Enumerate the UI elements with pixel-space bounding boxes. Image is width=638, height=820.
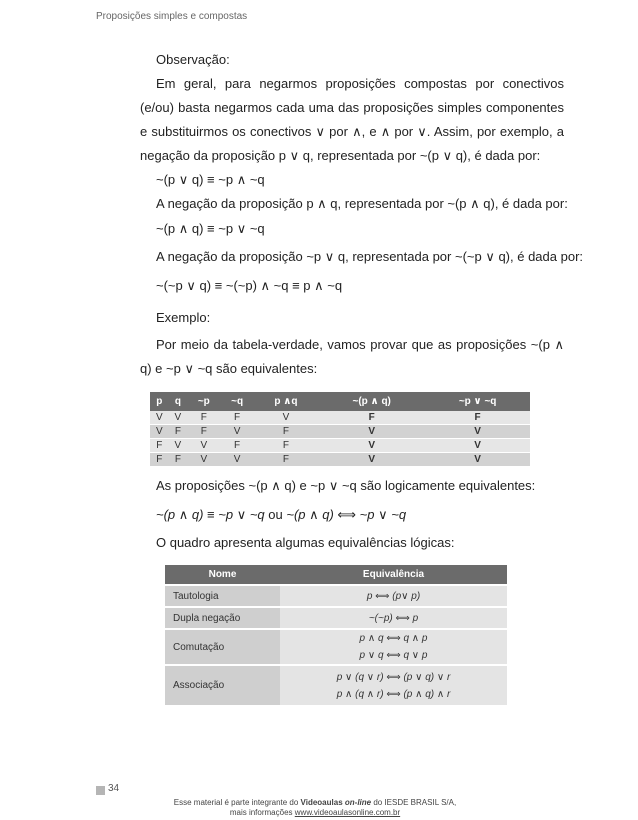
table-row <box>165 585 507 607</box>
table-row <box>150 425 530 439</box>
footer-line-1 <box>150 798 480 808</box>
formula-2: ~(p ∧ q) ≡ ~p ∨ ~q <box>156 221 265 236</box>
formula-line: p ∧ q ⟺ q ∧ p <box>359 633 428 644</box>
paragraph-negation-and: A negação da proposição p ∧ q, representada por ~(p ∧ q), é dada por: <box>156 196 568 211</box>
table-cell: V <box>425 425 530 439</box>
equivalence-formula <box>280 585 507 607</box>
formula-line: p ∧ (q ∧ r) ⟺ (p ∧ q) ∧ r <box>336 688 451 700</box>
table-row <box>165 629 507 665</box>
running-header: Proposições simples e compostas <box>96 11 248 22</box>
formula-4-c: ~(p ∧ q) ⟺ ~p ∨ ~q <box>286 507 407 522</box>
table-cell: F <box>220 411 253 425</box>
truth-table <box>150 392 530 467</box>
formula-3: ~(~p ∨ q) ≡ ~(~p) ∧ ~q ≡ p ∧ ~q <box>156 278 343 293</box>
formula-line: ~(~p) ⟺ p <box>368 612 419 624</box>
table-cell: V <box>187 439 220 453</box>
table-cell: V <box>318 439 425 453</box>
equivalence-formula <box>280 665 507 705</box>
truth-table-header-cell: q <box>169 392 188 411</box>
footer-link[interactable]: www.videoaulasonline.com.br <box>294 808 401 817</box>
table-cell: V <box>187 453 220 467</box>
formula-4 <box>140 503 564 527</box>
table-row <box>165 665 507 705</box>
table-cell: F <box>318 411 425 425</box>
table-cell: F <box>254 439 318 453</box>
table-row <box>150 453 530 467</box>
table-cell: F <box>254 425 318 439</box>
formula-4-a: ~(p ∧ q) ≡ ~p ∨ ~q <box>156 507 265 522</box>
equivalence-name: Tautologia <box>165 585 280 607</box>
table-cell: F <box>425 411 530 425</box>
truth-table-header-cell: p <box>150 392 169 411</box>
table-cell: F <box>187 425 220 439</box>
table-cell: V <box>220 425 253 439</box>
table-cell: V <box>318 425 425 439</box>
table-cell: F <box>169 425 188 439</box>
table-cell: F <box>169 453 188 467</box>
table-cell: V <box>169 439 188 453</box>
equivalence-header-value: Equivalência <box>280 565 507 585</box>
example-heading: Exemplo: <box>156 310 211 325</box>
table-cell: V <box>254 411 318 425</box>
table-cell: V <box>150 411 169 425</box>
truth-table-header-cell: p ∧q <box>254 392 318 411</box>
truth-table-header-cell: ~(p ∧ q) <box>318 392 425 411</box>
paragraph-example: Por meio da tabela-verdade, vamos provar que as proposições ~(p ∧ q) e ~p ∨ ~q são equivalentes: <box>140 337 564 376</box>
table-cell: V <box>220 453 253 467</box>
footer-brand: Videoaulas <box>300 798 343 807</box>
footer <box>150 798 480 818</box>
table-row <box>165 607 507 629</box>
formula-line: p ∨ q ⟺ q ∨ p <box>359 650 428 661</box>
truth-table-header-cell: ~p ∨ ~q <box>425 392 530 411</box>
equivalence-table-header <box>165 565 507 585</box>
paragraph-negation-implication: A negação da proposição ~p ∨ q, representada por ~(~p ∨ q), é dada por: <box>156 249 584 264</box>
truth-table-header-cell: ~q <box>220 392 253 411</box>
footer-line-2 <box>150 808 480 818</box>
footer-line2-text: mais informações <box>229 808 293 817</box>
table-cell: V <box>318 453 425 467</box>
truth-table-header-cell: ~p <box>187 392 220 411</box>
table-cell: F <box>150 453 169 467</box>
equivalence-table <box>165 565 507 705</box>
page-number: 34 <box>108 783 120 794</box>
paragraph-equivalent: As proposições ~(p ∧ q) e ~p ∨ ~q são logicamente equivalentes: <box>156 478 536 493</box>
equivalence-formula <box>280 607 507 629</box>
table-row <box>150 439 530 453</box>
truth-table-header <box>150 392 530 411</box>
table-cell: V <box>425 439 530 453</box>
equivalence-name: Dupla negação <box>165 607 280 629</box>
table-row <box>150 411 530 425</box>
footer-post: do IESDE BRASIL S/A, <box>373 798 457 807</box>
table-cell: V <box>425 453 530 467</box>
equivalence-name: Comutação <box>165 629 280 665</box>
formula-1: ~(p ∨ q) ≡ ~p ∧ ~q <box>156 172 265 187</box>
paragraph-intro: Em geral, para negarmos proposições compostas por conectivos (e/ou) basta negarmos cada uma das proposições simples componentes e substituirmos os conectivos ∨ por ∧, e ∧ por ∨. Assim, por exemplo, a negação da proposição p ∨ q, representada por ~(p ∨ q), é dada por: <box>140 76 564 163</box>
table-cell: V <box>150 425 169 439</box>
table-cell: F <box>187 411 220 425</box>
formula-line: p ⟺ (p∨ p) <box>366 590 421 602</box>
footer-pre: Esse material é parte integrante do <box>173 798 299 807</box>
paragraph-table-intro: O quadro apresenta algumas equivalências lógicas: <box>156 535 455 550</box>
equivalence-header-name: Nome <box>165 565 280 585</box>
observation-heading: Observação: <box>156 52 230 67</box>
equivalence-formula <box>280 629 507 665</box>
table-cell: F <box>150 439 169 453</box>
formula-line: p ∨ (q ∨ r) ⟺ (p ∨ q) ∨ r <box>336 671 451 683</box>
formula-4-or: ou <box>268 507 283 522</box>
table-cell: F <box>220 439 253 453</box>
page-number-marker <box>96 786 105 795</box>
table-cell: F <box>254 453 318 467</box>
table-cell: V <box>169 411 188 425</box>
equivalence-name: Associação <box>165 665 280 705</box>
footer-online: on-line <box>344 798 372 807</box>
